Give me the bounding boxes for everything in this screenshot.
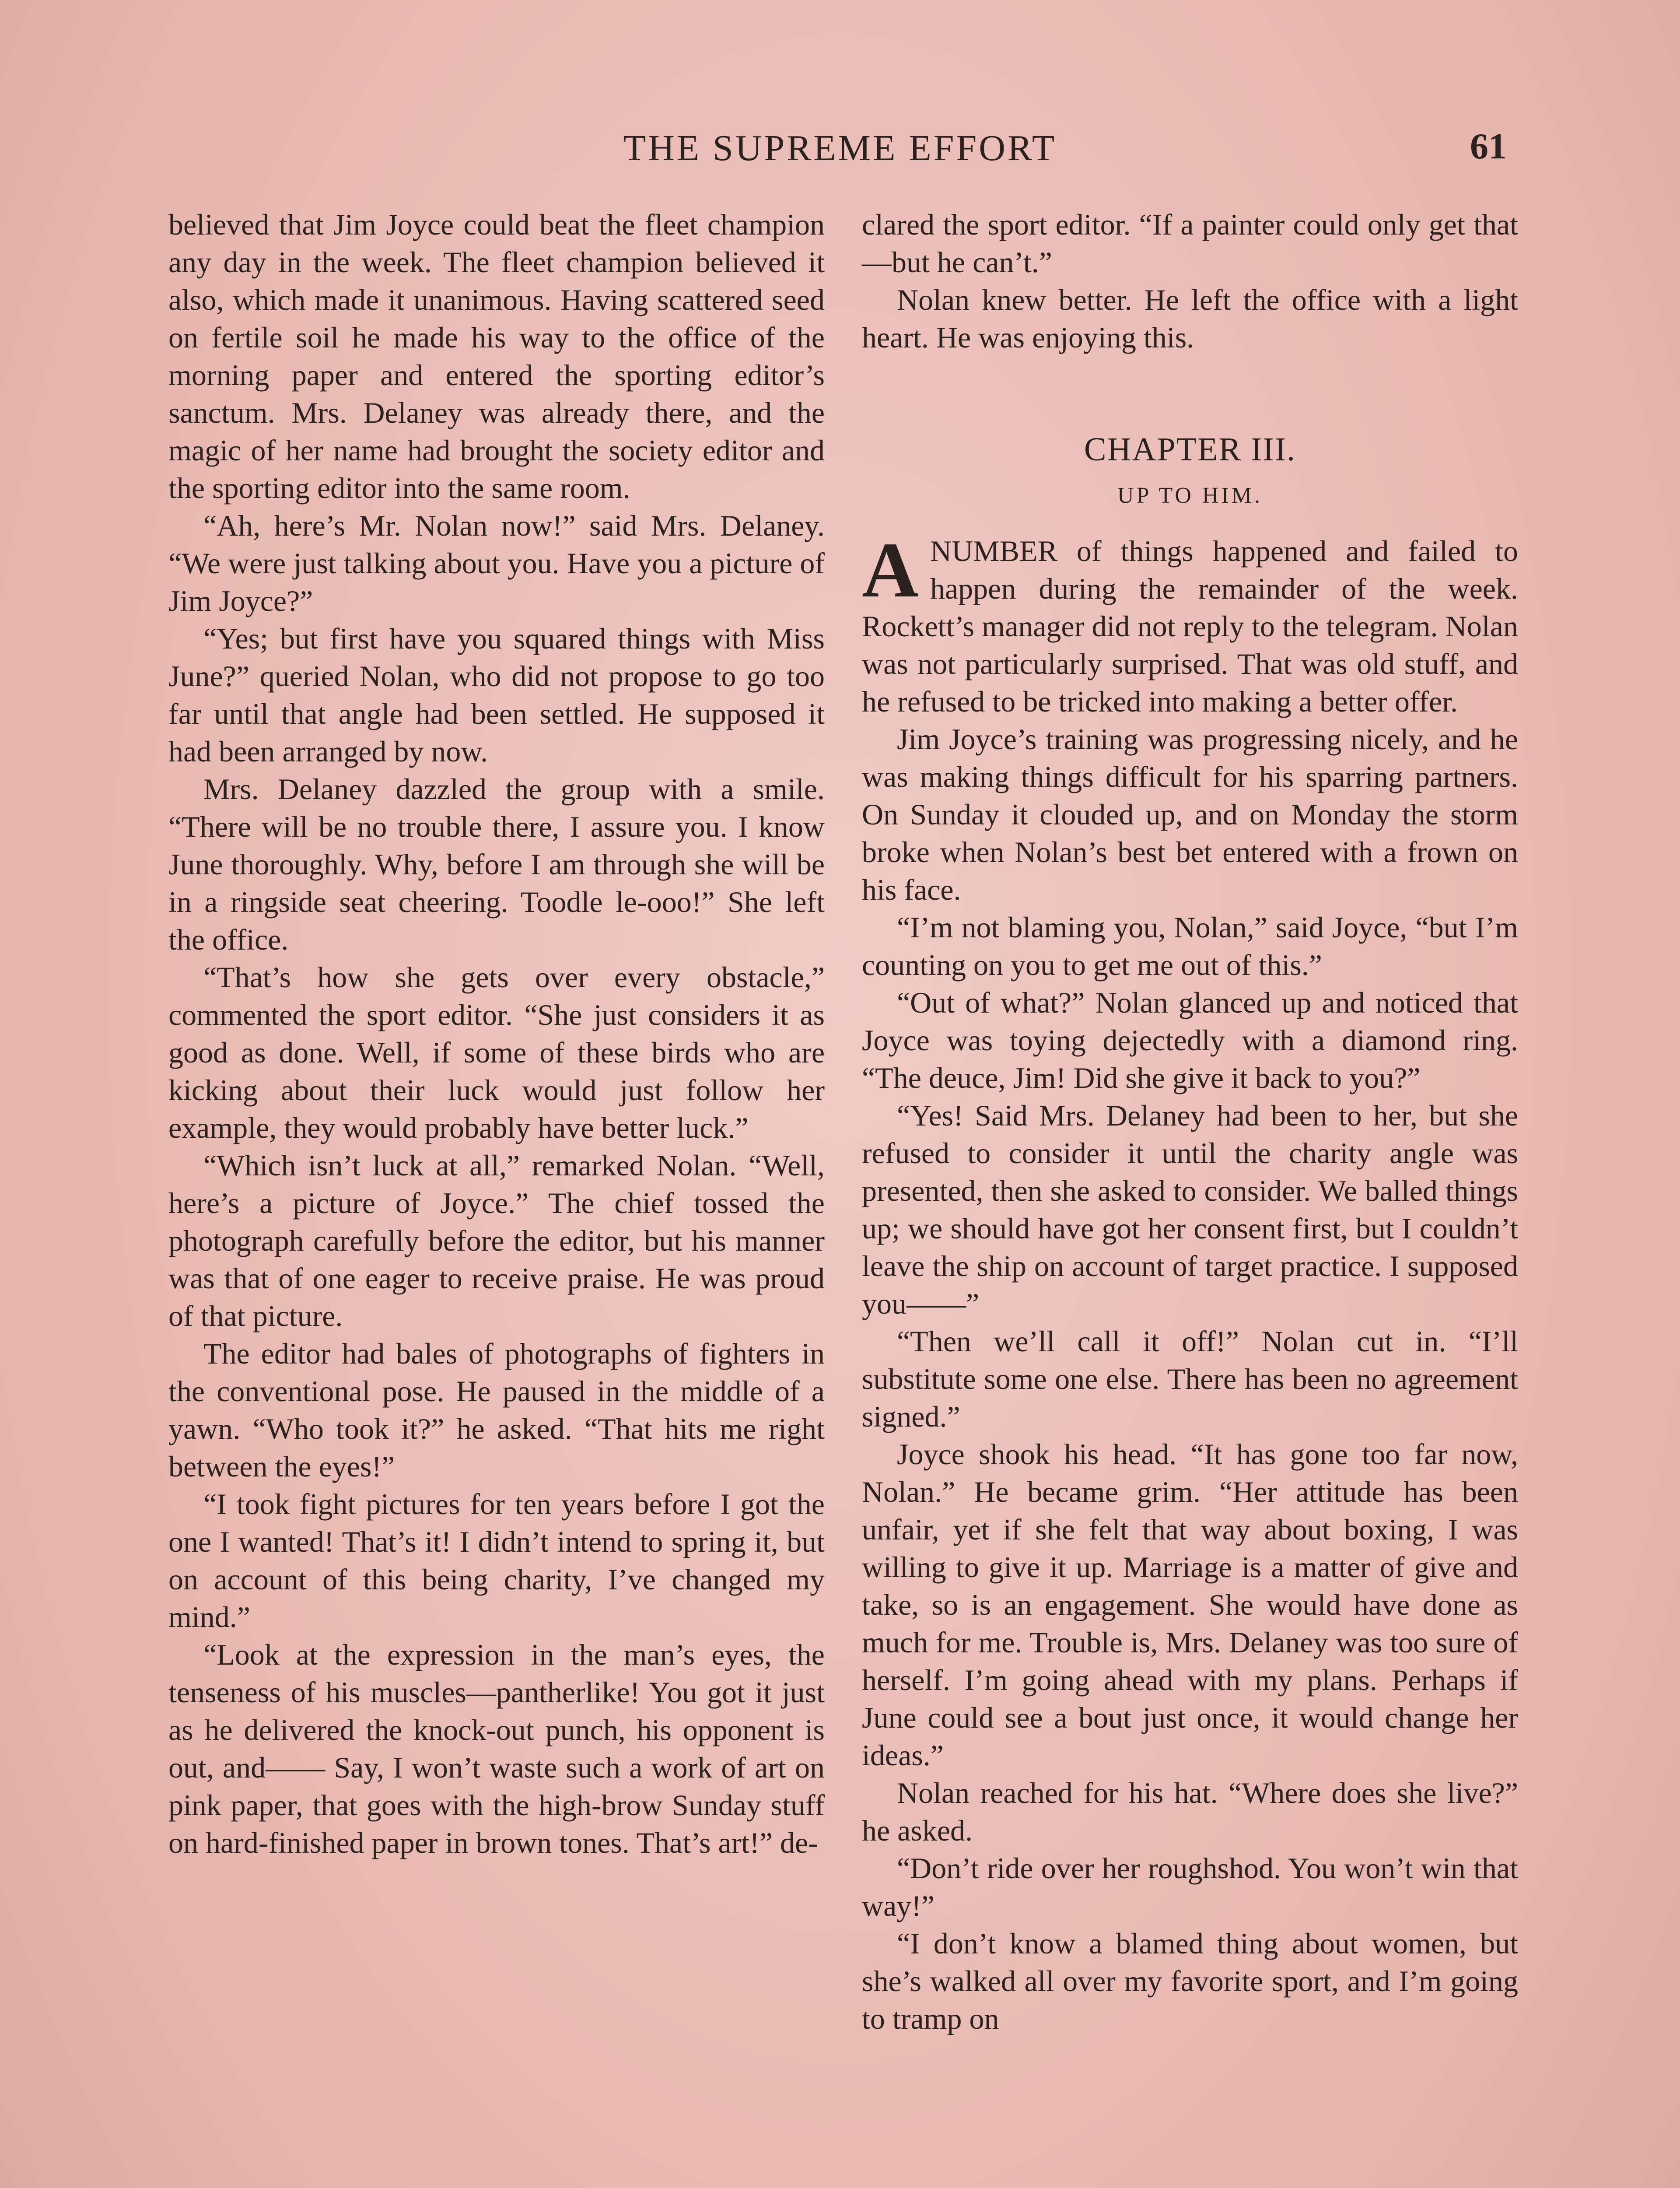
right-column <box>862 206 1518 2037</box>
paragraph: “Yes! Said Mrs. Delaney had been to her, but she refused to consider it until the charity angle was presented, then she asked to consider. We balled things up; we should have got her consent first, but I couldn’t leave the ship on account of target practice. I supposed you——” <box>862 1099 1518 1320</box>
paragraph: “Ah, here’s Mr. Nolan now!” said Mrs. Delaney. “We were just talking about you. Have you a picture of Jim Joyce?” <box>168 509 825 617</box>
paragraph: “That’s how she gets over every obstacle,” commented the sport editor. “She just considers it as good as done. Well, if some of these birds who are kicking about their luck would just follow her example, they would probably have better luck.” <box>168 961 825 1144</box>
chapter-subheading: UP TO HIM. <box>1117 483 1263 508</box>
left-column <box>168 206 825 1862</box>
paragraph: “Out of what?” Nolan glanced up and noticed that Joyce was toying dejectedly with a diamond ring. “The deuce, Jim! Did she give it back to you?” <box>862 986 1518 1094</box>
paragraph: Nolan knew better. He left the office with a light heart. He was enjoying this. <box>862 283 1518 354</box>
paragraph: “Which isn’t luck at all,” remarked Nolan. “Well, here’s a picture of Joyce.” The chief tossed the photograph carefully before the editor, but his manner was that of one eager to receive praise. He was proud of that picture. <box>168 1149 825 1332</box>
paragraph: “Don’t ride over her roughshod. You won’t win that way!” <box>862 1851 1518 1922</box>
running-title: THE SUPREME EFFORT <box>623 128 1057 168</box>
paragraph: believed that Jim Joyce could beat the fleet champion any day in the week. The fleet champion believed it also, which made it unanimous. Having scattered seed on fertile soil he made his way to the office of the morning paper and entered the sporting editor’s sanctum. Mrs. Delaney was already there, and the magic of her name had brought the society editor and the sporting editor into the same room. <box>168 208 825 505</box>
chapter-opening-paragraph <box>862 526 1518 720</box>
chapter-opening-text: NUMBER of things happened and failed to happen during the remainder of the week. Rockett’s manager did not reply to the telegram. Nolan was not particularly surprised. That was old stuff, and he refused to be tricked into making a better offer. <box>862 534 1518 718</box>
paragraph: “I took fight pictures for ten years before I got the one I wanted! That’s it! I didn’t intend to spring it, but on account of this being charity, I’ve changed my mind.” <box>168 1487 825 1634</box>
paragraph: “I’m not blaming you, Nolan,” said Joyce, “but I’m counting on you to get me out of this.” <box>862 911 1518 982</box>
paragraph: Joyce shook his head. “It has gone too far now, Nolan.” He became grim. “Her attitude has been unfair, yet if she felt that way about boxing, I was willing to give it up. Marriage is a matter of give and take, so is an engagement. She would have done as much for me. Trouble is, Mrs. Delaney was too sure of herself. I’m going ahead with my plans. Perhaps if June could see a bout just once, it would change her ideas.” <box>862 1438 1518 1772</box>
paragraph: “Yes; but first have you squared things with Miss June?” queried Nolan, who did not propose to go too far until that angle had been settled. He supposed it had been arranged by now. <box>168 622 825 768</box>
paragraph: Mrs. Delaney dazzled the group with a smile. “There will be no trouble there, I assure you. I know June thoroughly. Why, before I am through she will be in a ringside seat cheering. Toodle le-ooo!” She left the office. <box>168 772 825 956</box>
paragraph: “I don’t know a blamed thing about women, but she’s walked all over my favorite sport, and I’m going to tramp on <box>862 1927 1518 2035</box>
paragraph: “Then we’ll call it off!” Nolan cut in. “I’ll substitute some one else. There has been no agreement signed.” <box>862 1325 1518 1433</box>
drop-cap: A <box>862 526 919 614</box>
paragraph: Jim Joyce’s training was progressing nicely, and he was making things difficult for his sparring partners. On Sunday it clouded up, and on Monday the storm broke when Nolan’s best bet entered with a frown on his face. <box>862 722 1518 906</box>
chapter-heading: CHAPTER III. <box>1084 431 1296 468</box>
running-head <box>0 127 1680 179</box>
paragraph: “Look at the expression in the man’s eyes, the tenseness of his muscles—pantherlike! You got it just as he delivered the knock-out punch, his opponent is out, and—— Say, I won’t waste such a work of art on pink paper, that goes with the high-brow Sunday stuff on hard-finished paper in brown tones. That’s art!” de- <box>168 1638 825 1859</box>
paragraph: clared the sport editor. “If a painter could only get that—but he can’t.” <box>862 208 1518 279</box>
page-number: 61 <box>1470 126 1507 167</box>
paragraph: The editor had bales of photographs of fighters in the conventional pose. He paused in the middle of a yawn. “Who took it?” he asked. “That hits me right between the eyes!” <box>168 1337 825 1483</box>
paragraph: Nolan reached for his hat. “Where does she live?” he asked. <box>862 1776 1518 1847</box>
